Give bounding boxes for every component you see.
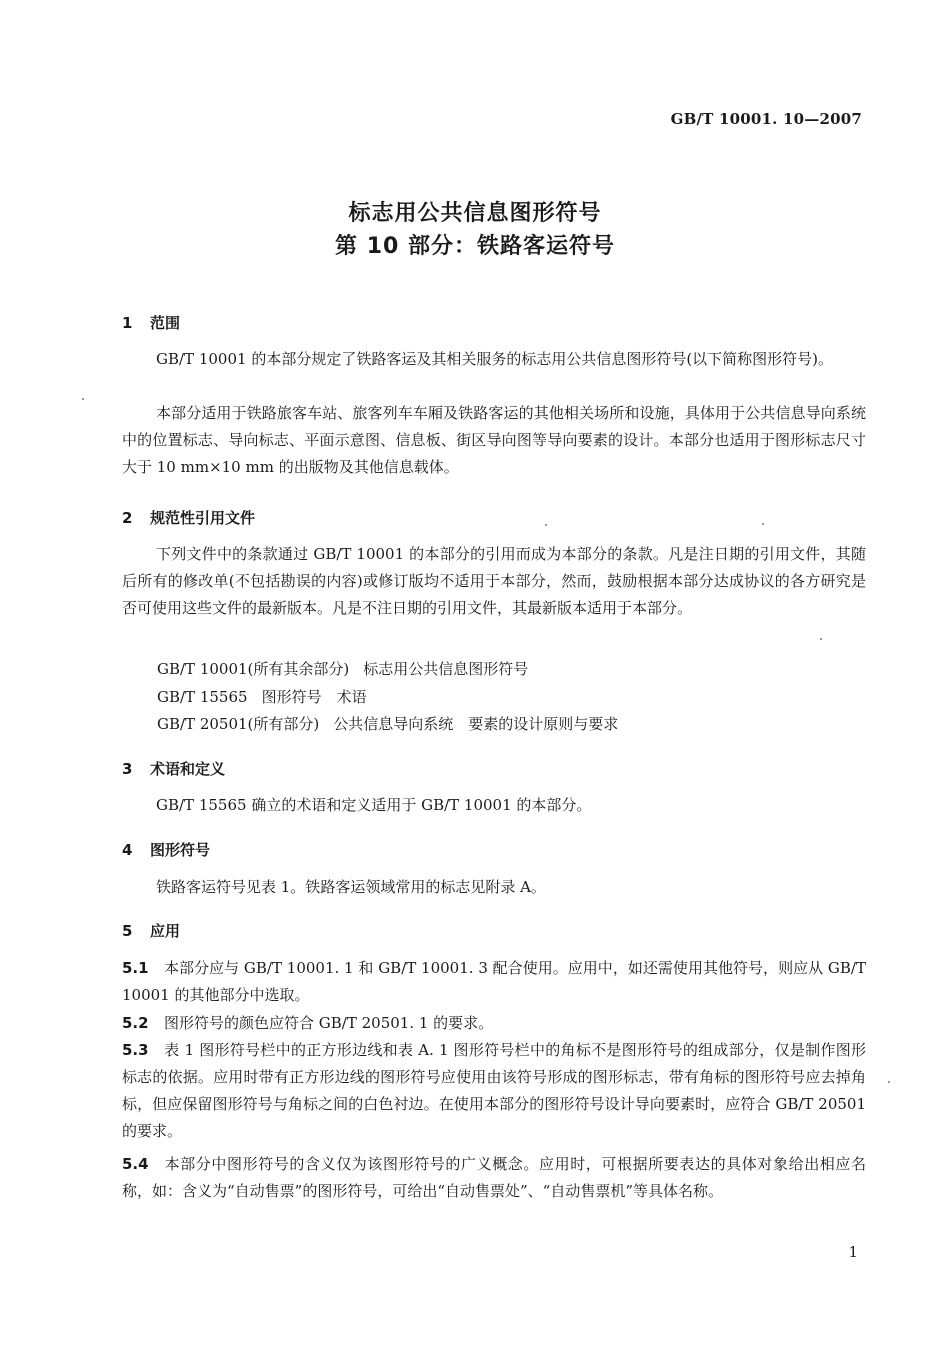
section-title: 术语和定义: [150, 760, 226, 778]
reference-code: GB/T 20501(所有部分): [157, 715, 320, 733]
clause-5-4: [122, 1151, 866, 1205]
normative-reference: [157, 686, 367, 707]
clause-number: 5.4: [122, 1155, 149, 1173]
clause-text: 表 1 图形符号栏中的正方形边线和表 A. 1 图形符号栏中的角标不是图形符号的组成部分，仅是制作图形标志的依据。应用时带有正方形边线的图形符号应使用由该符号形成的图形标志，带有角标的图形符号应去掉角标，但应保留图形符号与角标之间的白色衬边。在使用本部分的图形符号设计导向要素时，应符合 GB/T 20501 的要求。: [122, 1041, 866, 1140]
section-title: 规范性引用文件: [150, 509, 256, 527]
reference-code: GB/T 15565: [157, 688, 248, 706]
reference-code: GB/T 10001(所有其余部分): [157, 660, 350, 678]
title-line-2: 第 10 部分：铁路客运符号: [335, 234, 615, 259]
scan-speck: [888, 1081, 890, 1083]
normative-reference: [157, 713, 618, 734]
reference-name: 标志用公共信息图形符号: [363, 660, 529, 678]
title-line-1: 标志用公共信息图形符号: [348, 201, 602, 226]
scan-speck: [82, 398, 84, 400]
normative-reference: [157, 658, 528, 679]
section-1-paragraph-1: GB/T 10001 的本部分规定了铁路客运及其相关服务的标志用公共信息图形符号(以下简称图形符号)。: [156, 350, 834, 368]
page-number: 1: [848, 1243, 858, 1261]
section-1-heading: [122, 312, 180, 333]
reference-name: 图形符号 术语: [261, 688, 367, 706]
section-2-paragraph-1: 下列文件中的条款通过 GB/T 10001 的本部分的引用而成为本部分的条款。凡是注日期的引用文件，其随后所有的修改单(不包括勘误的内容)或修订版均不适用于本部分，然而，鼓励根据本部分达成协议的各方研究是否可使用这些文件的最新版本。凡是不注日期的引用文件，其最新版本适用于本部分。: [122, 545, 866, 617]
section-1-paragraph-2: 本部分适用于铁路旅客车站、旅客列车车厢及铁路客运的其他相关场所和设施，具体用于公共信息导向系统中的位置标志、导向标志、平面示意图、信息板、街区导向图等导向要素的设计。本部分也适用于图形标志尺寸大于 10 mm×10 mm 的出版物及其他信息载体。: [122, 404, 866, 476]
clause-number: 5.2: [122, 1014, 149, 1032]
section-number: 1: [122, 314, 133, 332]
standard-number: GB/T 10001. 10—2007: [670, 110, 862, 128]
section-4-paragraph-1: 铁路客运符号见表 1。铁路客运领域常用的标志见附录 A。: [156, 878, 546, 896]
section-number: 3: [122, 760, 133, 778]
section-number: 2: [122, 509, 133, 527]
scan-speck: [762, 523, 764, 525]
reference-name: 公共信息导向系统 要素的设计原则与要求: [333, 715, 619, 733]
clause-number: 5.3: [122, 1041, 149, 1059]
clause-5-3: [122, 1037, 866, 1145]
section-4-heading: [122, 839, 210, 860]
section-3-paragraph-1: GB/T 15565 确立的术语和定义适用于 GB/T 10001 的本部分。: [156, 796, 592, 814]
clause-text: 本部分应与 GB/T 10001. 1 和 GB/T 10001. 3 配合使用。应用中，如还需使用其他符号，则应从 GB/T 10001 的其他部分中选取。: [122, 959, 866, 1004]
section-3-heading: [122, 758, 225, 779]
section-title: 应用: [150, 922, 181, 940]
clause-text: 本部分中图形符号的含义仅为该图形符号的广义概念。应用时，可根据所要表达的具体对象给出相应名称，如：含义为“自动售票”的图形符号，可给出“自动售票处”、“自动售票机”等具体名称。: [122, 1155, 866, 1200]
clause-text: 图形符号的颜色应符合 GB/T 20501. 1 的要求。: [164, 1014, 494, 1032]
section-title: 图形符号: [150, 841, 211, 859]
section-2-heading: [122, 507, 255, 528]
scan-speck: [820, 638, 822, 640]
section-title: 范围: [150, 314, 181, 332]
section-5-heading: [122, 920, 180, 941]
section-number: 4: [122, 841, 133, 859]
clause-5-1: [122, 955, 866, 1009]
section-number: 5: [122, 922, 133, 940]
scan-speck: [545, 524, 547, 526]
clause-number: 5.1: [122, 959, 149, 977]
clause-5-2: [122, 1010, 866, 1037]
